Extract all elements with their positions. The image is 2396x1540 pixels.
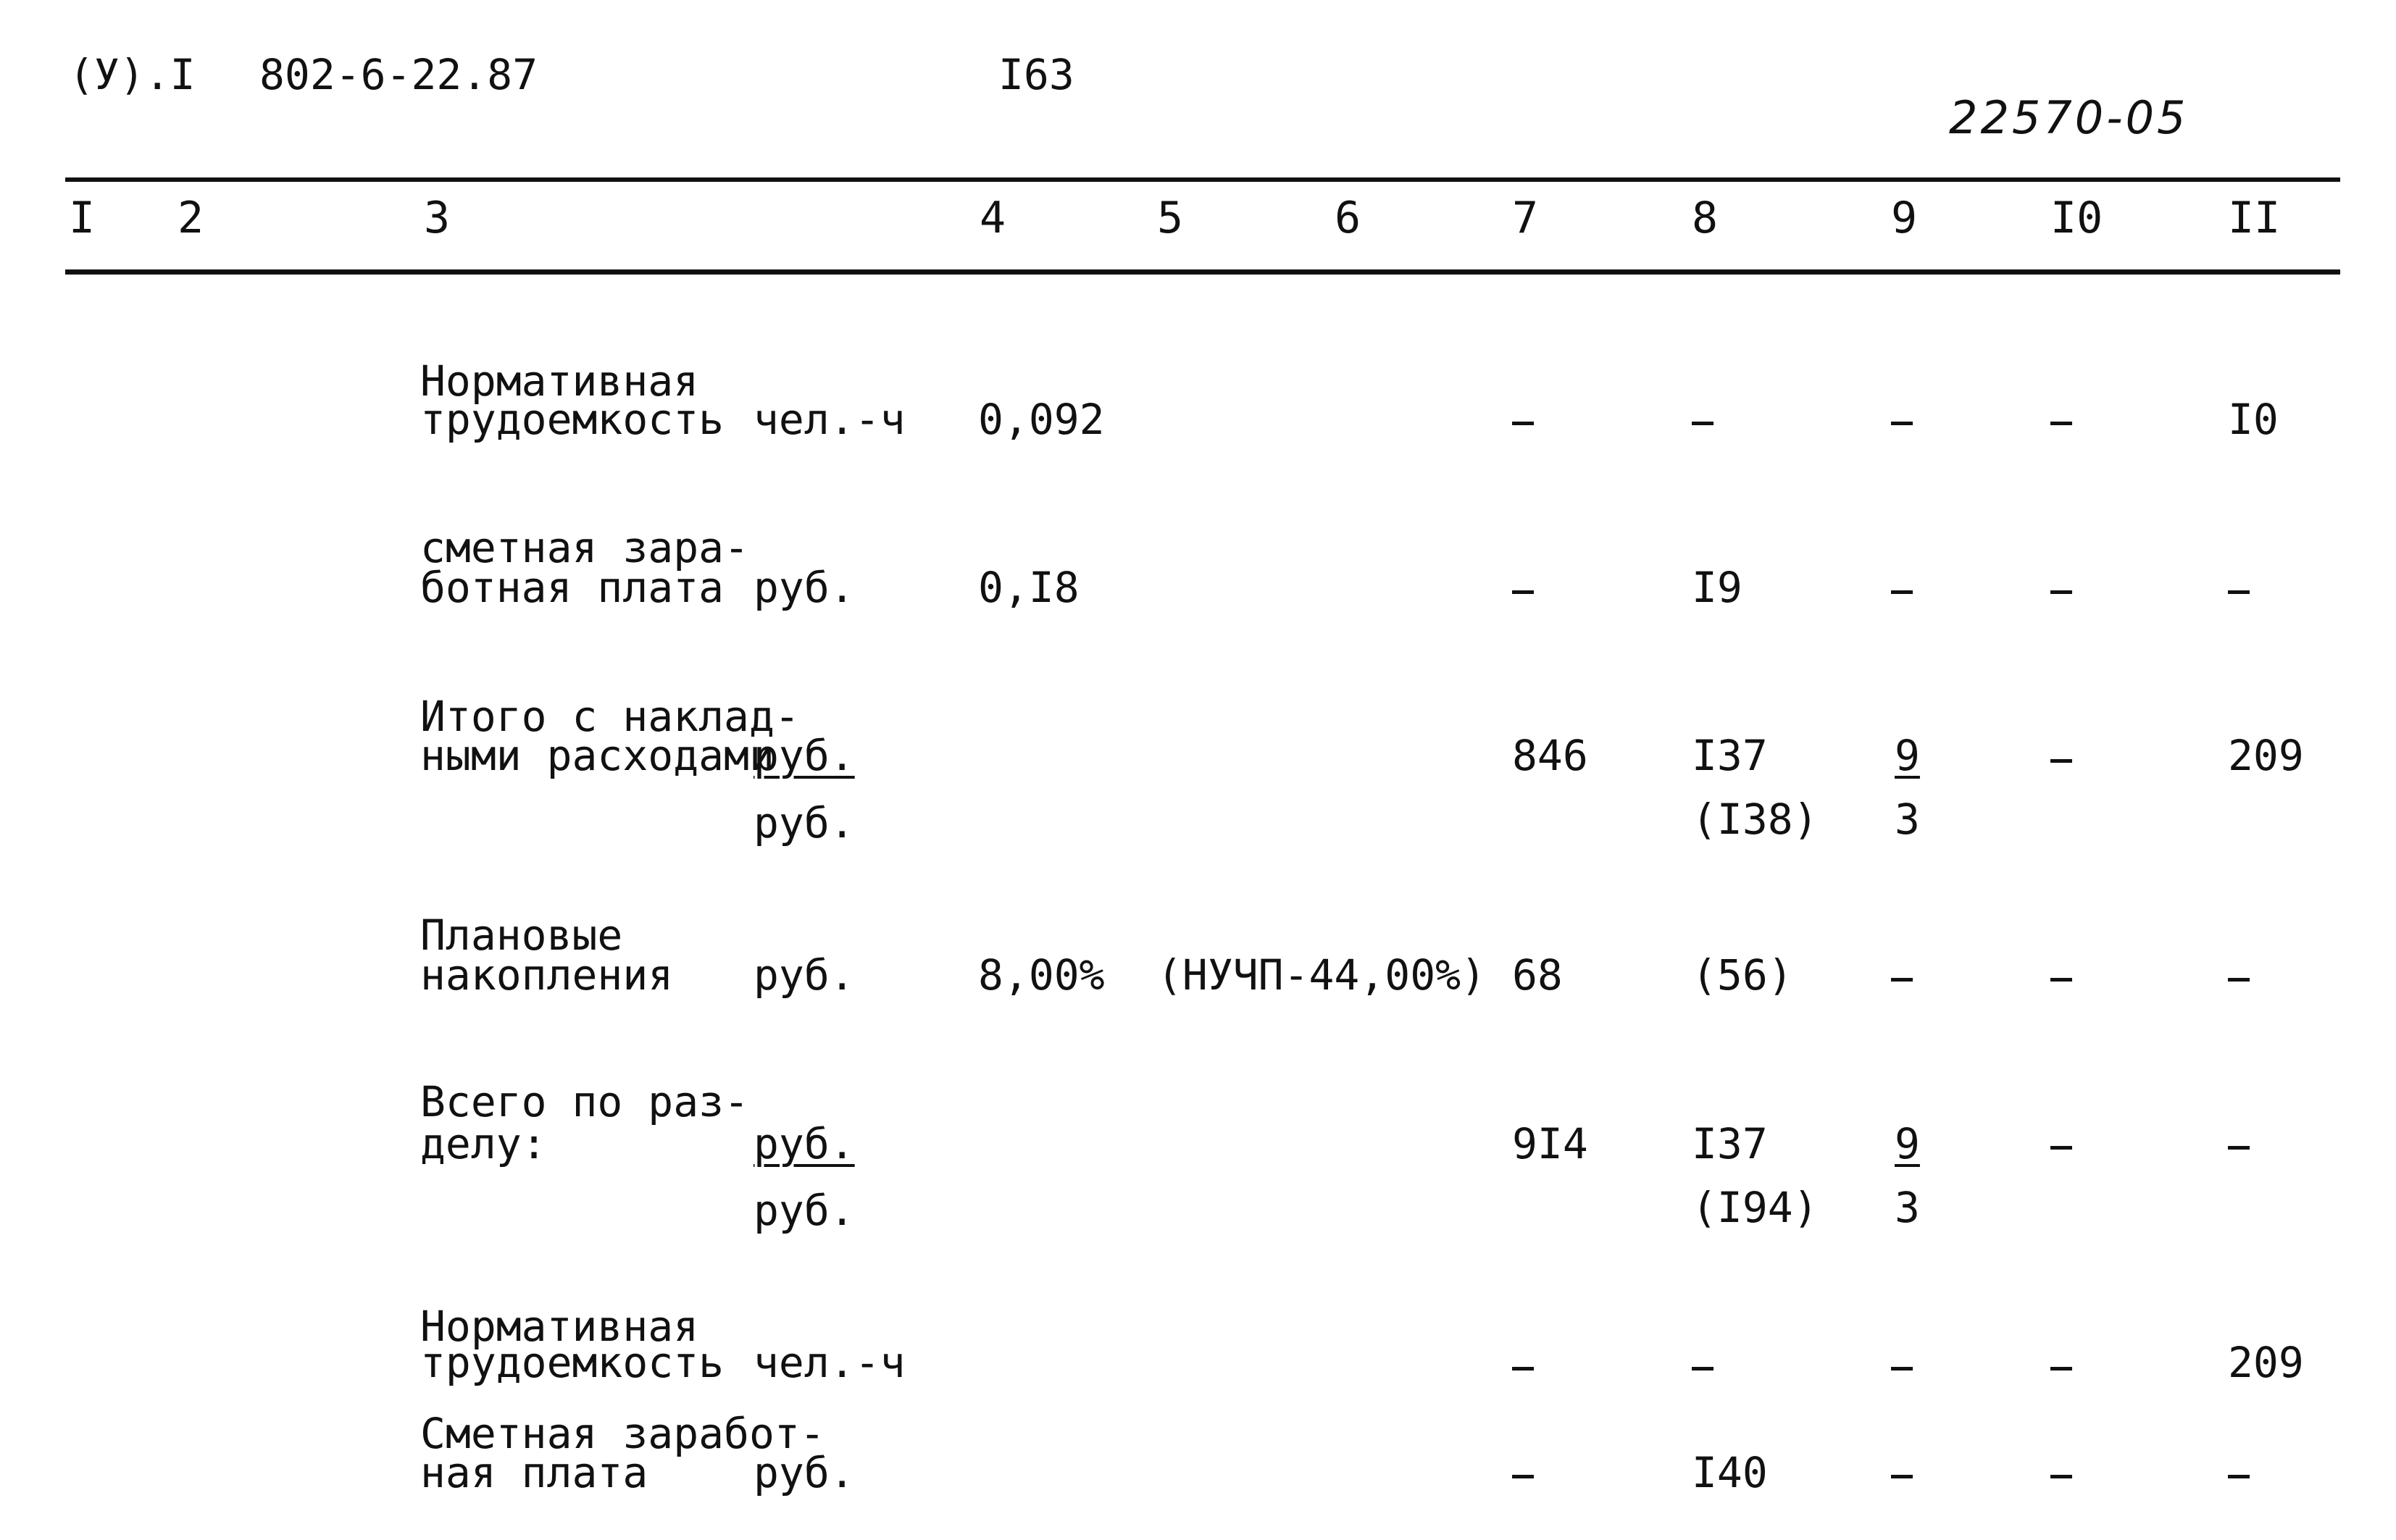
cell-col7: 846 (1512, 731, 1588, 780)
column-header-10: I0 (2050, 193, 2103, 243)
table-top-rule (65, 177, 2340, 182)
cell-col9-dash (1891, 422, 1913, 425)
cell-col8: I9 (1692, 563, 1742, 612)
row-label-line2: делу: (420, 1119, 547, 1168)
column-header-7: 7 (1512, 193, 1539, 243)
cell-col10-dash (2050, 1475, 2072, 1478)
row-label-line1: Плановые (420, 911, 623, 960)
cell-col11: 209 (2228, 731, 2304, 780)
cell-col9: 9 (1895, 1119, 1920, 1168)
row-label-line2: ными расходами (420, 731, 775, 780)
row-unit: чел.-ч (754, 1338, 906, 1387)
column-header-5: 5 (1157, 193, 1184, 243)
row-label-line2: ботная плата (420, 563, 725, 612)
column-header-9: 9 (1891, 193, 1918, 243)
row-unit-secondary: руб. (754, 1186, 855, 1235)
stamp-number: 22570-05 (1949, 91, 2189, 144)
cell-col11: 209 (2228, 1338, 2304, 1387)
cell-col7-dash (1512, 1367, 1534, 1370)
cell-col8: I37 (1692, 1119, 1768, 1168)
cell-col9-secondary: 3 (1895, 1183, 1920, 1232)
column-header-3: 3 (424, 193, 451, 243)
cell-col9-dash (1891, 1367, 1913, 1370)
cell-col7-dash (1512, 422, 1534, 425)
cell-col11-dash (2228, 1475, 2250, 1478)
row-unit: руб. (754, 1119, 855, 1168)
cell-col11-dash (2228, 1146, 2250, 1150)
cell-col8-dash (1692, 1367, 1713, 1370)
row-label-line1: Нормативная (420, 356, 699, 406)
row-label-line1: Сметная заработ- (420, 1409, 825, 1458)
row-unit: руб. (754, 1448, 855, 1497)
column-header-11: II (2228, 193, 2281, 243)
document-code: (У).I (69, 50, 196, 99)
column-header-6: 6 (1335, 193, 1361, 243)
cell-col4: 0,092 (978, 395, 1105, 444)
cell-col10-dash (2050, 422, 2072, 425)
cell-col11-dash (2228, 978, 2250, 982)
cell-col10-dash (2050, 759, 2072, 763)
row-label-line1: Итого с наклад- (420, 692, 800, 741)
cell-col8: I37 (1692, 731, 1768, 780)
row-label-line1: Нормативная (420, 1302, 699, 1351)
cell-col4: 0,I8 (978, 563, 1080, 612)
cell-col8-secondary: (I38) (1692, 795, 1819, 844)
row-unit: руб. (754, 950, 855, 1000)
cell-col8: I40 (1692, 1448, 1768, 1497)
row-label-line2: накопления (420, 950, 674, 1000)
cell-col4: 8,00% (978, 950, 1105, 1000)
cell-col10-dash (2050, 1367, 2072, 1370)
cell-col7-dash (1512, 590, 1534, 594)
cell-col7: 9I4 (1512, 1119, 1588, 1168)
cell-col10-dash (2050, 590, 2072, 594)
row-unit: руб. (754, 731, 855, 780)
cell-col8-dash (1692, 422, 1713, 425)
cell-col9-dash (1891, 1475, 1913, 1478)
page-number: I63 (998, 50, 1074, 99)
column-header-8: 8 (1692, 193, 1719, 243)
table-header-rule (65, 269, 2340, 275)
cell-col9: 9 (1895, 731, 1920, 780)
row-unit-secondary: руб. (754, 798, 855, 848)
cell-col5-6: (НУЧП-44,00%) (1157, 950, 1486, 1000)
cell-col9-secondary: 3 (1895, 795, 1920, 844)
cell-col8-secondary: (I94) (1692, 1183, 1819, 1232)
cell-col8: (56) (1692, 950, 1793, 1000)
cell-col7-dash (1512, 1475, 1534, 1478)
row-unit: чел.-ч (754, 395, 906, 444)
cell-col9-dash (1891, 978, 1913, 982)
row-label-line1: сметная зара- (420, 523, 749, 572)
document-number: 802-6-22.87 (259, 50, 538, 99)
row-unit: руб. (754, 563, 855, 612)
column-header-2: 2 (178, 193, 204, 243)
cell-col10-dash (2050, 1146, 2072, 1150)
row-label-line1: Всего по раз- (420, 1077, 749, 1126)
cell-col11: I0 (2228, 395, 2279, 444)
cell-col9-dash (1891, 590, 1913, 594)
column-header-4: 4 (980, 193, 1006, 243)
cell-col10-dash (2050, 978, 2072, 982)
cell-col7: 68 (1512, 950, 1563, 1000)
row-label-line2: трудоемкость (420, 1338, 725, 1387)
cell-col11-dash (2228, 590, 2250, 594)
row-label-line2: трудоемкость (420, 395, 725, 444)
column-header-1: I (69, 193, 96, 243)
row-label-line2: ная плата (420, 1448, 648, 1497)
